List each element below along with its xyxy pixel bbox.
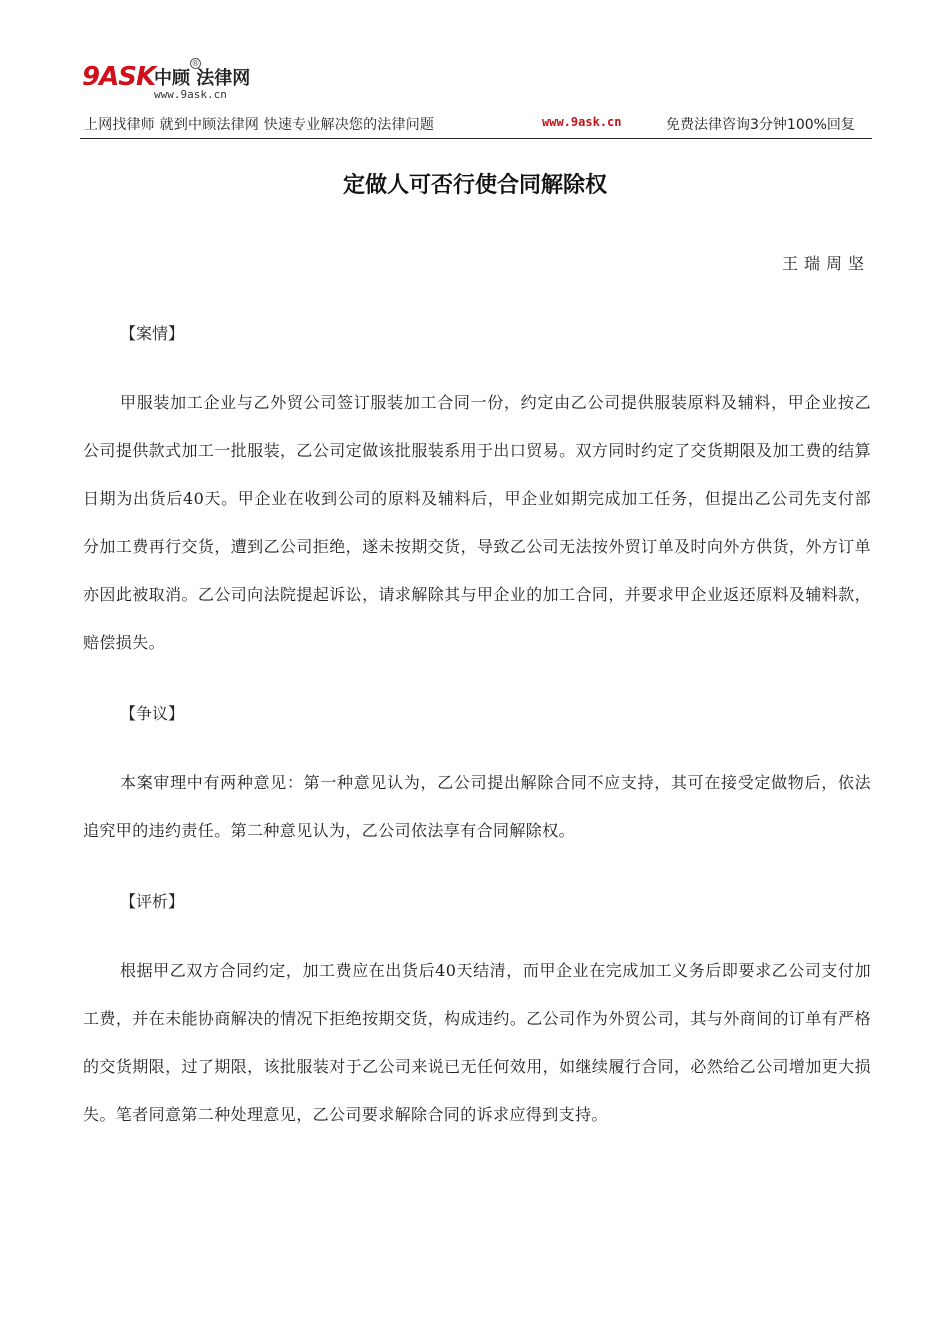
registered-mark-icon: ® <box>191 59 200 68</box>
header-tagline: 上网找律师 就到中顾法律网 快速专业解决您的法律问题 <box>84 117 435 133</box>
section-text-dispute: 本案审理中有两种意见：第一种意见认为，乙公司提出解除合同不应支持，其可在接受定做物后，依法追究甲的违约责任。第二种意见认为，乙公司依法享有合同解除权。 <box>83 773 871 840</box>
site-logo[interactable] <box>80 58 340 104</box>
section-text-case: 甲服装加工企业与乙外贸公司签订服装加工合同一份，约定由乙公司提供服装原料及辅料，甲企业按乙公司提供款式加工一批服装，乙公司定做该批服装系用于出口贸易。双方同时约定了交货期限及加工费的结算日期为出货后40天。甲企业在收到公司的原料及辅料后，甲企业如期完成加工任务，但提出乙公司先支付部分加工费再行交货，遭到乙公司拒绝，遂未按期交货，导致乙公司无法按外贸订单及时向外方供货，外方订单亦因此被取消。乙公司向法院提起诉讼，请求解除其与甲企业的加工合同，并要求甲企业返还原料及辅料款，赔偿损失。 <box>83 393 871 652</box>
site-header <box>80 58 872 140</box>
article-title: 定做人可否行使合同解除权 <box>342 173 607 198</box>
logo-url: www.9ask.cn <box>154 88 227 101</box>
section-label-analysis: 【评析】 <box>120 892 185 911</box>
logo-mark: 9ASK <box>82 62 156 92</box>
section-label-dispute: 【争议】 <box>120 704 185 723</box>
section-label-case: 【案情】 <box>120 324 185 343</box>
logo-text: 中顾 法律网 <box>154 68 251 89</box>
header-site-link[interactable]: www.9ask.cn <box>542 115 622 129</box>
header-hotline: 免费法律咨询3分钟100%回复 <box>666 117 855 133</box>
header-divider <box>80 138 872 139</box>
section-text-analysis: 根据甲乙双方合同约定，加工费应在出货后40天结清，而甲企业在完成加工义务后即要求乙公司支付加工费，并在未能协商解决的情况下拒绝按期交货，构成违约。乙公司作为外贸公司，其与外商间的订单有严格的交货期限，过了期限，该批服装对于乙公司来说已无任何效用，如继续履行合同，必然给乙公司增加更大损失。笔者同意第二种处理意见，乙公司要求解除合同的诉求应得到支持。 <box>83 961 871 1124</box>
article-authors: 王瑞周坚 <box>781 254 870 273</box>
